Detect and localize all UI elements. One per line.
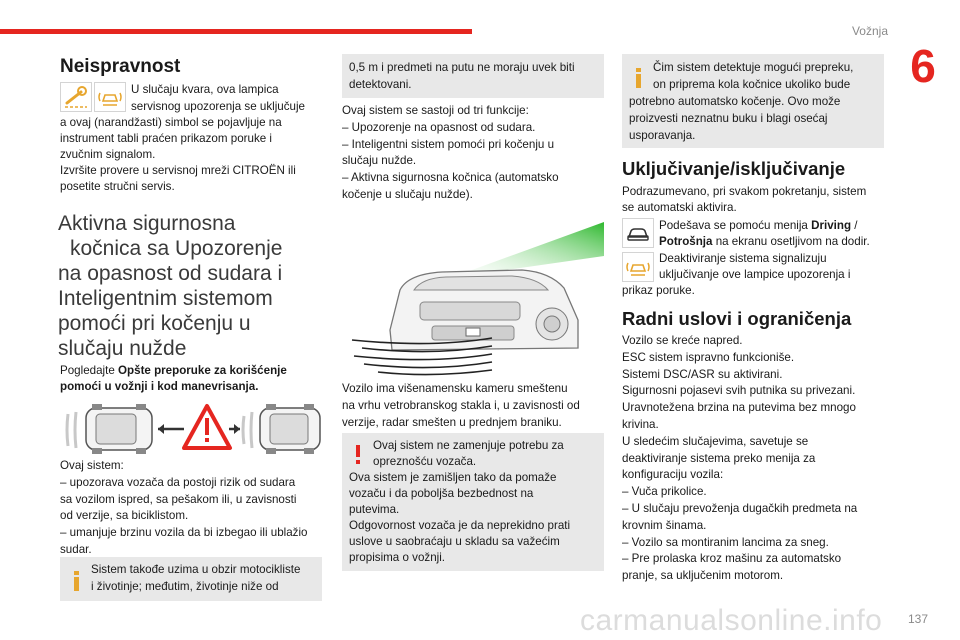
setting-slash: / [851,219,858,232]
conditions-line: Vozilo se kreće napred. [622,334,743,347]
see-bold-1: Opšte preporuke za korišćenje [118,364,287,377]
note-line: i životinje; međutim, životinje niže od [91,580,279,593]
system-description [60,458,307,559]
main-title-line: kočnica sa Upozorenje [70,237,283,260]
fault-text-line7: posetite stručni servis. [60,180,175,193]
conditions-line: U sledećim slučajevima, savetuje se [622,434,809,448]
fault-text-line1: U slučaju kvara, ova lampica [131,83,279,96]
fault-text-line4: instrument tabli praćen prikazom poruke i [60,132,273,145]
note-line: detektovani. [349,78,412,91]
note-line: on priprema kola kočnice ukoliko bude [653,78,851,91]
fault-text-line5: zvučnim signalom. [60,148,156,161]
main-title-line: na opasnost od sudara i [58,262,283,285]
fault-heading: Neispravnost [60,56,181,77]
camera-line: Vozilo ima višenamensku kameru smeštenu [342,382,568,395]
functions-line: – Aktivna sigurnosna kočnica (automatsko [342,171,559,185]
deact-last: prikaz poruke. [622,284,695,297]
info-note-brakes [622,54,884,148]
functions-list [342,103,559,204]
conditions-line: – Vuča prikolice. [622,485,707,499]
conditions-line: konfiguraciju vozila: [622,468,724,482]
onoff-line: se automatski aktivira. [622,201,737,214]
warning-line: uslove u saobraćaju u skladu sa važećim [349,535,560,548]
setting-line1 [659,218,858,235]
conditions-heading: Radni uslovi i ograničenja [622,308,852,329]
conditions-line: Uravnotežena brzina na putevima bez mnogo [622,401,856,415]
note-line: usporavanja. [629,129,696,142]
conditions-line: – Vozilo sa montiranim lancima za sneg. [622,535,829,549]
camera-line: na vrhu vetrobranskog stakla i, u zavisnosti od [342,398,580,412]
see-reference-line2 [60,379,258,396]
collision-illustration [64,402,322,456]
main-title-line: slučaju nužde [58,337,187,360]
setting-potrosnja: Potrošnja [659,235,713,248]
setting-line2 [659,234,870,251]
see-bold-2: pomoći u vožnji i kod manevrisanja [60,380,256,393]
warning-line: opreznošću vozača. [373,455,477,468]
system-line: od verzije, sa biciklistom. [60,509,189,523]
page-number: 137 [908,612,929,626]
warning-line: vozaču i da poboljša bezbednost na [349,487,534,500]
onoff-heading: Uključivanje/isključivanje [622,158,846,179]
note-line: Sistem takođe uzima u obzir motocikliste [91,563,301,576]
section-title: Vožnja [851,24,888,38]
functions-line: – Inteligentni sistem pomoći pri kočenju u [342,137,555,151]
note-line: Čim sistem detektuje mogući prepreku, [653,61,854,74]
warning-line: Odgovornost vozača je da neprekidno prati [349,519,571,532]
system-line: Ovaj sistem: [60,459,124,472]
main-title-line: Aktivna sigurnosna [58,212,236,235]
collision-brake-warning-icon [94,82,126,112]
warning-note-driver [342,433,604,571]
info-note-motorcyclists [60,557,322,601]
watermark: carmanualsonline.info [580,604,883,637]
info-note-continued [342,54,604,98]
info-icon [74,571,80,589]
conditions-line: Sigurnosni pojasevi svih putnika su privezani. [622,384,856,398]
warning-line: propisima o vožnji. [349,551,446,564]
fault-text-line2: servisnog upozorenja se uključuje [131,100,306,113]
note-line: potrebno automatsko kočenje. Ovo može [629,95,841,108]
see-prefix: Pogledajte [60,364,119,377]
warning-line: Ovaj sistem ne zamenjuje potrebu za [373,439,564,452]
functions-line: Ovaj sistem se sastoji od tri funkcije: [342,104,529,117]
functions-line: – Upozorenje na opasnost od sudara. [342,120,536,134]
collision-brake-warning-icon [622,252,654,282]
system-line: – umanjuje brzinu vozila da bi izbegao ili ublažio [60,526,308,540]
main-title-line: pomoći pri kočenju u [58,312,251,335]
conditions-line: krivina. [622,417,659,431]
setting-driving: Driving [811,219,852,232]
main-title [58,211,328,361]
warning-exclamation-icon [356,445,362,463]
see-suffix: . [255,380,259,393]
see-reference-line1 [60,363,287,380]
deact-line: uključivanje ove lampice upozorenja i [659,268,851,281]
car-camera-illustration [342,220,604,380]
note-line: proizvesti neznatnu buku i blagi osećaj [629,112,828,125]
info-icon [636,68,642,86]
setting-suffix: na ekranu osetljivom na dodir. [712,235,870,248]
functions-line: kočenje u slučaju nužde). [342,187,473,201]
warning-line: Ova sistem je zamišljen tako da pomaže [349,471,557,484]
conditions-line: – Pre prolaska kroz mašinu za automatsko [622,552,842,566]
warning-line: putevima. [349,503,400,516]
system-line: – upozorava vozača da postoji rizik od sudara [60,475,296,489]
conditions-line: Sistemi DSC/ASR su aktivirani. [622,367,783,381]
fault-text-line3: a ovaj (narandžasti) simbol se pojavljuje na [60,116,282,129]
service-wrench-icon [60,82,92,112]
conditions-line: ESC sistem ispravno funkcioniše. [622,350,795,364]
system-line: sa vozilom ispred, sa pešakom ili, u zavisnosti [60,492,297,506]
camera-line: verzije, radar smešten u prednjem braniku. [342,415,562,429]
functions-line: slučaju nužde. [342,154,417,168]
setting-prefix: Podešava se pomoću menija [659,219,812,232]
conditions-line: pranje, sa uključenim motorom. [622,569,784,583]
main-title-line: Inteligentnim sistemom [58,287,273,310]
camera-description [342,381,580,431]
car-settings-icon [622,218,654,248]
deact-line: Deaktiviranje sistema signalizuju [659,252,827,265]
onoff-line: Podrazumevano, pri svakom pokretanju, sistem [622,185,867,198]
conditions-line: krovnim šinama. [622,518,707,532]
note-line: 0,5 m i predmeti na putu ne moraju uvek biti [349,61,575,74]
header-red-bar [0,29,472,34]
system-line: sudar. [60,542,92,556]
conditions-line: – U slučaju prevoženja dugačkih predmeta na [622,501,858,515]
chapter-number: 6 [910,40,936,92]
fault-text-line6: Izvršite provere u servisnoj mreži CITROËN ili [60,164,296,177]
conditions-list [622,333,887,585]
conditions-line: deaktiviranje sistema preko menija za [622,451,816,465]
